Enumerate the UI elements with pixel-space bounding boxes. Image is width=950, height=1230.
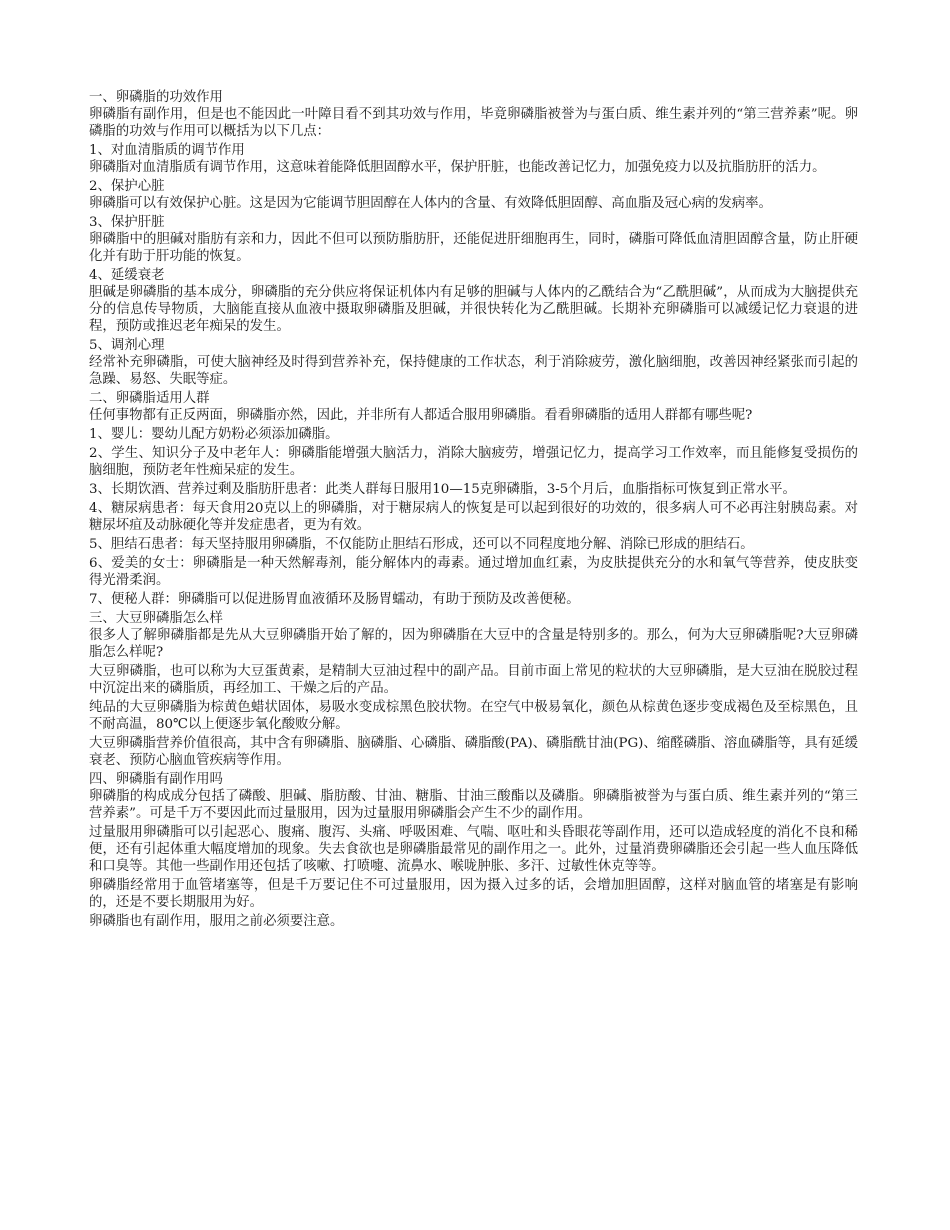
list-item: 6、爱美的女士：卵磷脂是一种天然解毒剂，能分解体内的毒素。通过增加血红素，为皮肤提供充分的水和氧气等营养，使皮肤变得光滑柔润。 xyxy=(89,556,858,588)
paragraph: 纯品的大豆卵磷脂为棕黄色蜡状固体，易吸水变成棕黑色胶状物。在空气中极易氧化，颜色从棕黄色逐步变成褐色及至棕黑色，且不耐高温，80℃以上便逐步氧化酸败分解。 xyxy=(89,700,858,732)
paragraph: 胆碱是卵磷脂的基本成分，卵磷脂的充分供应将保证机体内有足够的胆碱与人体内的乙酰结合为“乙酰胆碱”，从而成为大脑提供充分的信息传导物质，大脑能直接从血液中摄取卵磷脂及胆碱，并很快转化为乙酰胆碱。长期补充卵磷脂可以减缓记忆力衰退的进程，预防或推迟老年痴呆的发生。 xyxy=(89,285,858,334)
subheading: 3、保护肝脏 xyxy=(89,215,165,230)
list-item: 5、胆结石患者：每天坚持服用卵磷脂，不仅能防止胆结石形成，还可以不同程度地分解、消除已形成的胆结石。 xyxy=(89,537,754,552)
section-heading: 一、卵磷脂的功效作用 xyxy=(89,90,223,105)
paragraph: 很多人了解卵磷脂都是先从大豆卵磷脂开始了解的，因为卵磷脂在大豆中的含量是特别多的。那么，何为大豆卵磷脂呢?大豆卵磷脂怎么样呢? xyxy=(89,628,858,660)
paragraph: 卵磷脂也有副作用，服用之前必须要注意。 xyxy=(89,914,344,929)
paragraph: 卵磷脂有副作用，但是也不能因此一叶障目看不到其功效与作用，毕竟卵磷脂被誉为与蛋白质、维生素并列的“第三营养素”呢。卵磷脂的功效与作用可以概括为以下几点： xyxy=(89,107,858,139)
list-item: 4、糖尿病患者：每天食用20克以上的卵磷脂，对于糖尿病人的恢复是可以起到很好的功效的，很多病人可不必再注射胰岛素。对糖尿坏疽及动脉硬化等并发症患者，更为有效。 xyxy=(89,501,858,533)
paragraph: 卵磷脂中的胆碱对脂肪有亲和力，因此不但可以预防脂肪肝，还能促进肝细胞再生，同时，磷脂可降低血清胆固醇含量，防止肝硬化并有助于肝功能的恢复。 xyxy=(89,232,858,264)
paragraph: 卵磷脂可以有效保护心脏。这是因为它能调节胆固醇在人体内的含量、有效降低胆固醇、高血脂及冠心病的发病率。 xyxy=(89,196,772,211)
list-item: 3、长期饮酒、营养过剩及脂肪肝患者：此类人群每日服用10—15克卵磷脂，3-5个月后，血脂指标可恢复到正常水平。 xyxy=(89,482,796,497)
subheading: 1、对血清脂质的调节作用 xyxy=(89,143,245,158)
subheading: 4、延缓衰老 xyxy=(89,268,165,283)
paragraph: 大豆卵磷脂，也可以称为大豆蛋黄素，是精制大豆油过程中的副产品。目前市面上常见的粒状的大豆卵磷脂，是大豆油在脱胶过程中沉淀出来的磷脂质，再经加工、干燥之后的产品。 xyxy=(89,664,858,696)
section-heading: 二、卵磷脂适用人群 xyxy=(89,391,210,406)
subheading: 2、保护心脏 xyxy=(89,179,165,194)
list-item: 1、婴儿：婴幼儿配方奶粉必须添加磷脂。 xyxy=(89,427,339,442)
paragraph: 经常补充卵磷脂，可使大脑神经及时得到营养补充，保持健康的工作状态，利于消除疲劳，激化脑细胞，改善因神经紧张而引起的急躁、易怒、失眠等症。 xyxy=(89,355,858,387)
paragraph: 过量服用卵磷脂可以引起恶心、腹痛、腹泻、头痛、呼吸困难、气喘、呕吐和头昏眼花等副作用，还可以造成轻度的消化不良和稀便，还有引起体重大幅度增加的现象。失去食欲也是卵磷脂最常见的副作用之一。此外，过量消费卵磷脂还会引起一些人血压降低和口臭等。其他一些副作用还包括了咳嗽、打喷嚏、流鼻水、喉咙肿胀、多汗、过敏性休克等等。 xyxy=(89,825,858,874)
list-item: 2、学生、知识分子及中老年人：卵磷脂能增强大脑活力，消除大脑疲劳，增强记忆力，提高学习工作效率，而且能修复受损伤的脑细胞，预防老年性痴呆症的发生。 xyxy=(89,446,858,478)
paragraph: 卵磷脂经常用于血管堵塞等，但是千万要记住不可过量服用，因为摄入过多的话，会增加胆固醇，这样对脑血管的堵塞是有影响的，还是不要长期服用为好。 xyxy=(89,878,858,910)
paragraph: 任何事物都有正反两面，卵磷脂亦然，因此，并非所有人都适合服用卵磷脂。看看卵磷脂的适用人群都有哪些呢? xyxy=(89,408,753,423)
list-item: 7、便秘人群：卵磷脂可以促进肠胃血液循环及肠胃蠕动，有助于预防及改善便秘。 xyxy=(89,592,580,607)
paragraph: 大豆卵磷脂营养价值很高，其中含有卵磷脂、脑磷脂、心磷脂、磷脂酸(PA)、磷脂酰甘油(PG)、缩醛磷脂、溶血磷脂等，具有延缓衰老、预防心脑血管疾病等作用。 xyxy=(89,736,858,768)
section-heading: 三、大豆卵磷脂怎么样 xyxy=(89,611,223,626)
subheading: 5、调剂心理 xyxy=(89,338,165,353)
paragraph: 卵磷脂对血清脂质有调节作用，这意味着能降低胆固醇水平，保护肝脏，也能改善记忆力，加强免疫力以及抗脂肪肝的活力。 xyxy=(89,160,826,175)
section-heading: 四、卵磷脂有副作用吗 xyxy=(89,772,223,787)
paragraph: 卵磷脂的构成成分包括了磷酸、胆碱、脂肪酸、甘油、糖脂、甘油三酸酯以及磷脂。卵磷脂被誉为与蛋白质、维生素并列的“第三营养素”。可是千万不要因此而过量服用，因为过量服用卵磷脂会产生不少的副作用。 xyxy=(89,789,858,821)
article-body xyxy=(89,89,858,930)
